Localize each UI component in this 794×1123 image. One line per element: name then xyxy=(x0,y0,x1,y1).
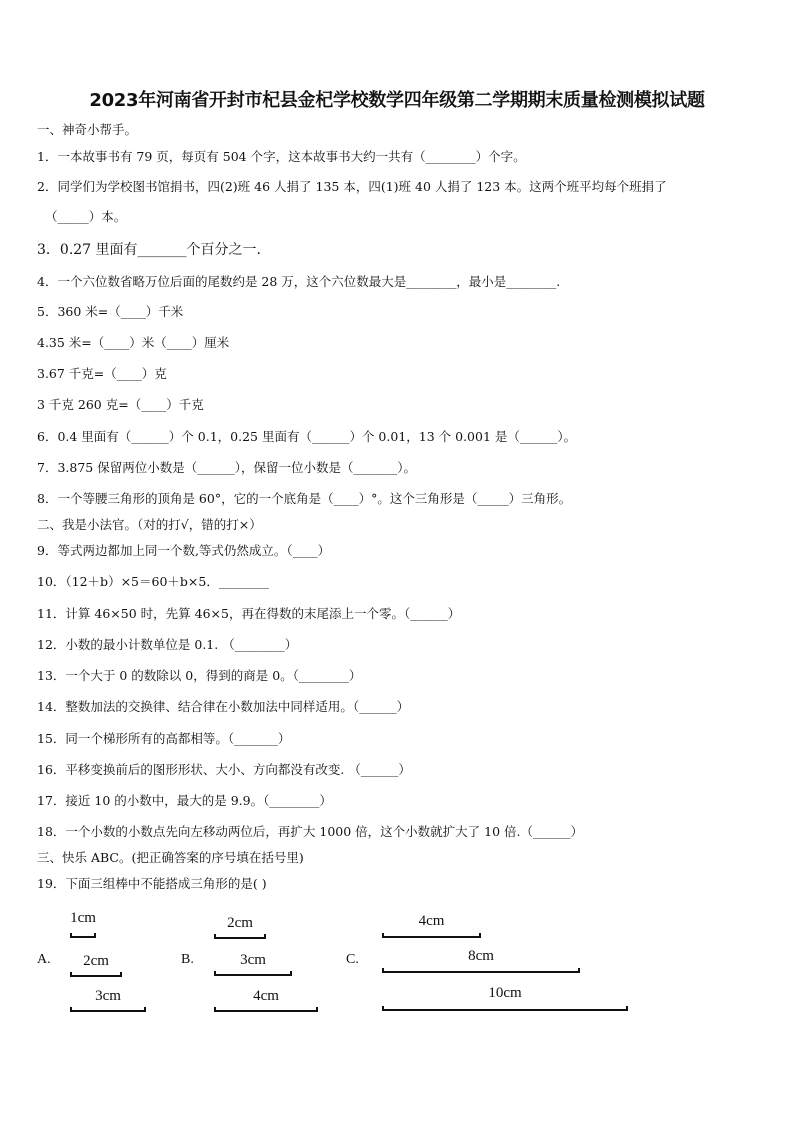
stick-c-1 xyxy=(382,913,481,938)
question-8: 8．一个等腰三角形的顶角是 60°，它的一个底角是（____）°。这个三角形是（_____）三角形。 xyxy=(37,491,572,506)
question-18: 18．一个小数的小数点先向左移动两位后，再扩大 1000 倍，这个小数就扩大了 10 倍.（______） xyxy=(37,824,583,839)
stick-c-3-label: 10cm xyxy=(488,985,522,1001)
stick-b-3 xyxy=(214,988,318,1012)
stick-b-1-label: 2cm xyxy=(227,915,253,931)
question-17: 17．接近 10 的小数中，最大的是 9.9。（________） xyxy=(37,793,332,808)
stick-c-1-label: 4cm xyxy=(418,913,445,929)
question-10: 10．（12＋b）×5＝60＋b×5．________ xyxy=(37,574,269,589)
section-3-heading: 三、快乐 ABC。(把正确答案的序号填在括号里) xyxy=(37,850,304,865)
question-9: 9．等式两边都加上同一个数,等式仍然成立。（____） xyxy=(37,543,331,558)
question-7: 7．3.875 保留两位小数是（______），保留一位小数是（_______）。 xyxy=(37,460,416,475)
question-11: 11．计算 46×50 时，先算 46×5，再在得数的末尾添上一个零。（______） xyxy=(37,606,461,621)
stick-a-2-bar xyxy=(70,972,122,977)
section-1-heading: 一、神奇小帮手。 xyxy=(37,122,138,137)
stick-a-1-bar xyxy=(70,933,96,938)
question-2: 2．同学们为学校图书馆捐书，四(2)班 46 人捐了 135 本，四(1)班 40 人捐了 123 本。这两个班平均每个班捐了 xyxy=(37,179,667,194)
stick-c-2 xyxy=(382,948,580,973)
stick-a-2-label: 2cm xyxy=(83,953,109,969)
stick-a-1-label: 1cm xyxy=(70,910,96,926)
stick-c-2-bar xyxy=(382,968,580,973)
stick-b-3-bar xyxy=(214,1007,318,1012)
stick-c-2-label: 8cm xyxy=(468,948,494,964)
stick-b-2-bar xyxy=(214,971,292,976)
stick-a-3 xyxy=(70,988,146,1012)
question-12: 12．小数的最小计数单位是 0.1. （________） xyxy=(37,637,298,652)
question-15: 15．同一个梯形所有的高都相等。（_______） xyxy=(37,731,291,746)
option-c-label: C. xyxy=(346,952,359,967)
question-1: 1．一本故事书有 79 页，每页有 504 个字，这本故事书大约一共有（________）个字。 xyxy=(37,149,526,164)
stick-b-1-bar xyxy=(214,934,266,939)
question-3: 3．0.27 里面有_______个百分之一. xyxy=(37,242,261,258)
stick-c-1-bar xyxy=(382,933,481,938)
question-2-continued: （_____）本。 xyxy=(45,209,127,224)
question-5: 5．360 米=（____）千米 xyxy=(37,304,184,319)
question-5-part-3: 3.67 千克=（____）克 xyxy=(37,366,167,381)
stick-a-1 xyxy=(70,910,96,938)
stick-c-3 xyxy=(382,985,628,1011)
stick-a-3-label: 3cm xyxy=(95,988,121,1004)
question-4: 4．一个六位数省略万位后面的尾数约是 28 万，这个六位数最大是________，最小是________. xyxy=(37,274,561,289)
section-2-heading: 二、我是小法官。（对的打√，错的打×） xyxy=(37,517,262,532)
question-16: 16．平移变换前后的图形形状、大小、方向都没有改变. （______） xyxy=(37,762,411,777)
page-title: 2023年河南省开封市杞县金杞学校数学四年级第二学期期末质量检测模拟试题 xyxy=(89,90,705,111)
option-b-label: B. xyxy=(181,952,194,967)
stick-c-3-bar xyxy=(382,1006,628,1011)
option-a-label: A. xyxy=(37,952,51,967)
question-19: 19．下面三组棒中不能搭成三角形的是( ) xyxy=(37,876,267,891)
stick-b-2-label: 3cm xyxy=(240,952,266,968)
question-5-part-2: 4.35 米=（____）米（____）厘米 xyxy=(37,335,230,350)
question-6: 6．0.4 里面有（______）个 0.1，0.25 里面有（______）个 0.01，13 个 0.001 是（______）。 xyxy=(37,429,577,444)
question-14: 14．整数加法的交换律、结合律在小数加法中同样适用。（______） xyxy=(37,699,410,714)
question-13: 13．一个大于 0 的数除以 0，得到的商是 0。（________） xyxy=(37,668,362,683)
stick-b-2 xyxy=(214,952,292,976)
stick-a-3-bar xyxy=(70,1007,146,1012)
stick-a-2 xyxy=(70,953,122,977)
stick-b-3-label: 4cm xyxy=(253,988,279,1004)
question-5-part-4: 3 千克 260 克=（____）千克 xyxy=(37,397,204,412)
stick-b-1 xyxy=(214,915,266,939)
